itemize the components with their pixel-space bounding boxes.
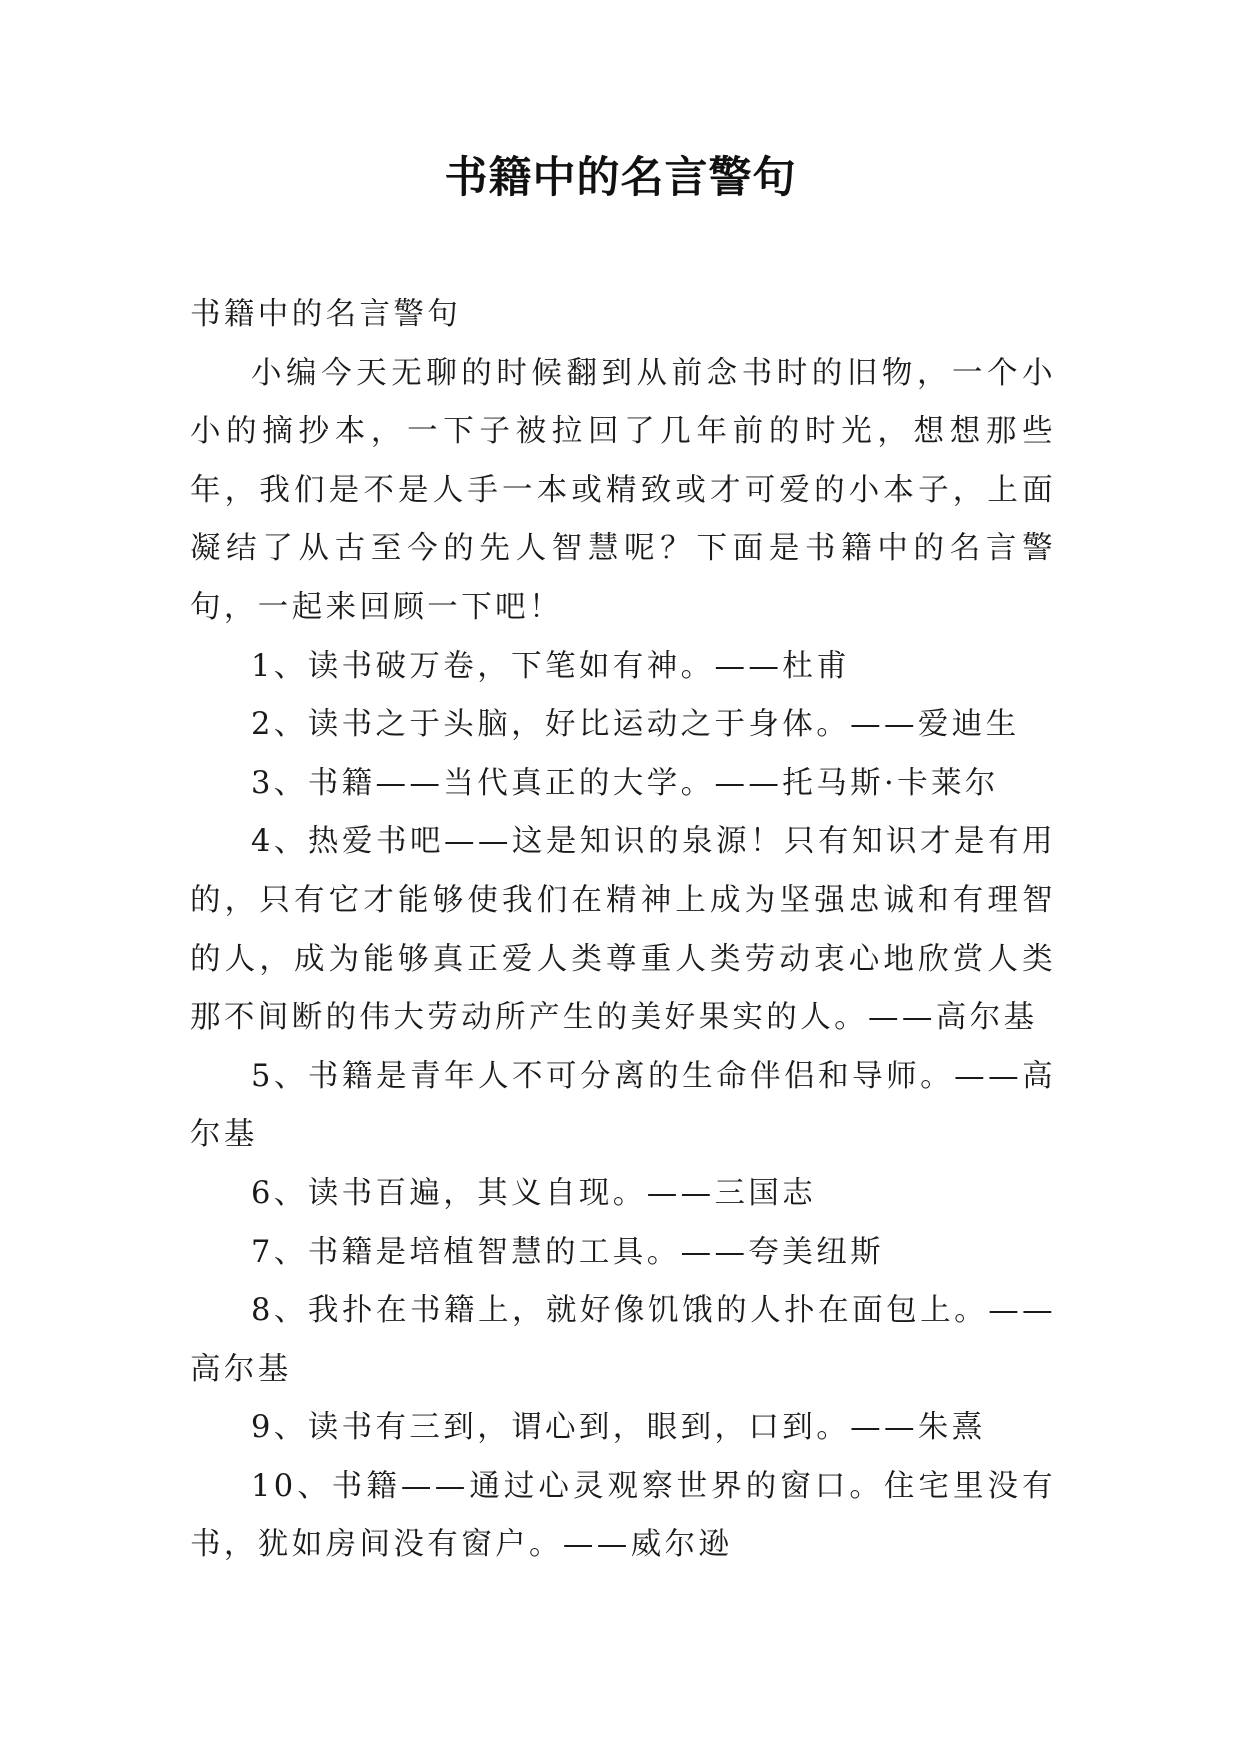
quote-item: 1、读书破万卷，下笔如有神。——杜甫 xyxy=(251,648,851,684)
quote-item: 7、书籍是培植智慧的工具。——夸美纽斯 xyxy=(251,1234,885,1270)
quote-item: 6、读书百遍，其义自现。——三国志 xyxy=(251,1175,817,1211)
quote-item: 9、读书有三到，谓心到，眼到，口到。——朱熹 xyxy=(251,1410,986,1446)
document-body xyxy=(190,286,1056,1575)
quote-item: 5、书籍是青年人不可分离的生命伴侣和导师。——高尔基 xyxy=(190,1058,1056,1153)
document-subtitle: 书籍中的名言警句 xyxy=(190,297,462,332)
quote-item: 4、热爱书吧——这是知识的泉源！只有知识才是有用的，只有它才能够使我们在精神上成为坚强忠诚和有理智的人，成为能够真正爱人类尊重人类劳动衷心地欣赏人类那不间断的伟大劳动所产生的美好果实的人。——高尔基 xyxy=(190,824,1056,1036)
quote-item: 2、读书之于头脑，好比运动之于身体。——爱迪生 xyxy=(251,707,1020,743)
quote-item: 10、书籍——通过心灵观察世界的窗口。住宅里没有书，犹如房间没有窗户。——威尔逊 xyxy=(190,1468,1056,1563)
document-title: 书籍中的名言警句 xyxy=(444,153,797,203)
intro-paragraph: 小编今天无聊的时候翻到从前念书时的旧物，一个小小的摘抄本，一下子被拉回了几年前的时光，想想那些年，我们是不是人手一本或精致或才可爱的小本子，上面凝结了从古至今的先人智慧呢？下面是书籍中的名言警句，一起来回顾一下吧！ xyxy=(190,355,1056,625)
quote-item: 8、我扑在书籍上，就好像饥饿的人扑在面包上。——高尔基 xyxy=(190,1293,1056,1387)
quote-item: 3、书籍——当代真正的大学。——托马斯·卡莱尔 xyxy=(251,765,999,801)
